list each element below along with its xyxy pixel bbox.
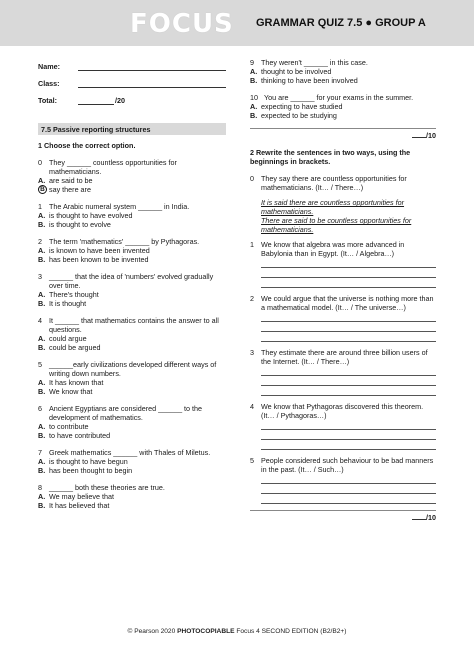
option-a[interactable]: A. to contribute: [38, 422, 89, 431]
answer-line[interactable]: [261, 268, 436, 278]
option-b[interactable]: B. could be argued: [38, 343, 101, 352]
rewrite-item-2: 2 We could argue that the universe is nothing more than a mathematical model. (It… / The universe…): [250, 294, 436, 342]
section-bar: 7.5 Passive reporting structures: [38, 123, 226, 135]
answer-line[interactable]: [261, 322, 436, 332]
name-label: Name:: [38, 62, 60, 71]
example-answer-2: There are said to be countless opportunities for mathematicians.: [261, 216, 412, 234]
right-column: [250, 58, 436, 522]
answer-line[interactable]: [261, 366, 436, 376]
option-a[interactable]: A. It has known that: [38, 378, 104, 387]
question-3: 3 ______ that the idea of 'numbers' evolved gradually over time. A. There's thought B. It is thought: [38, 272, 226, 308]
total-suffix: /20: [115, 96, 125, 105]
photocopiable-label: PHOTOCOPIABLE: [177, 628, 235, 635]
question-6: 6 Ancient Egyptians are considered ______ to the development of mathematics. A. to contribute B. to have contributed: [38, 404, 226, 440]
rewrite-item-1: 1 We know that algebra was more advanced in Babylonia than in Egypt. (It… / Algebra…): [250, 240, 436, 288]
total-line[interactable]: [78, 96, 114, 105]
answer-line[interactable]: [261, 376, 436, 386]
class-line[interactable]: [78, 79, 226, 88]
option-b[interactable]: B. has been thought to begin: [38, 466, 133, 475]
question-4: 4 It ______ that mathematics contains the answer to all questions. A. could argue B. could be argued: [38, 316, 226, 352]
score-blank[interactable]: [412, 519, 426, 520]
option-b[interactable]: B. expected to be studying: [250, 111, 337, 120]
rewrite-item-3: 3 They estimate there are around three billion users of the Internet. (It… / There…): [250, 348, 436, 396]
answer-line[interactable]: [261, 430, 436, 440]
answer-line[interactable]: [261, 332, 436, 342]
question-stem: They ______ countless opportunities for mathematicians.: [49, 158, 177, 176]
question-9: 9 They weren't ______ in this case. A. thought to be involved B. thinking to have been involved: [250, 58, 436, 85]
option-a[interactable]: A. could argue: [38, 334, 87, 343]
class-field[interactable]: [38, 75, 226, 88]
answer-line[interactable]: [261, 474, 436, 484]
section1-score: /10: [250, 128, 436, 140]
answer-line[interactable]: [261, 278, 436, 288]
answer-line[interactable]: [261, 258, 436, 268]
rewrite-item-5: 5 People considered such behaviour to be bad manners in the past. (It… / Such…): [250, 456, 436, 504]
copyright-text: © Pearson 2020: [127, 628, 178, 635]
answer-line[interactable]: [261, 386, 436, 396]
question-2: 2 The term 'mathematics' ______ by Pythagoras. A. is known to have been invented B. has been known to be invented: [38, 237, 226, 264]
answer-line[interactable]: [261, 440, 436, 450]
page-footer: [0, 628, 474, 636]
option-a[interactable]: A. There's thought: [38, 290, 99, 299]
option-a[interactable]: A. is known to have been invented: [38, 246, 150, 255]
question-5: 5 ______early civilizations developed different ways of writing down numbers. A. It has known that B. We know that: [38, 360, 226, 396]
option-b[interactable]: B. We know that: [38, 387, 93, 396]
instruction-1: 1 Choose the correct option.: [38, 141, 136, 150]
answer-line[interactable]: [261, 312, 436, 322]
question-1: 1 The Arabic numeral system ______ in India. A. is thought to have evolved B. is thought to evolve: [38, 202, 226, 229]
option-a[interactable]: A. We may believe that: [38, 492, 114, 501]
rewrite-item-4: 4 We know that Pythagoras discovered this theorem. (It… / Pythagoras…): [250, 402, 436, 450]
question-10: 10 You are ______ for your exams in the summer. A. expecting to have studied B. expected to be studying: [250, 93, 436, 120]
answer-line[interactable]: [261, 484, 436, 494]
instruction-2: 2 Rewrite the sentences in two ways, using the beginnings in brackets.: [250, 148, 411, 166]
option-b[interactable]: B say there are: [38, 185, 226, 194]
option-b[interactable]: B. to have contributed: [38, 431, 111, 440]
name-field[interactable]: [38, 58, 226, 71]
option-b[interactable]: B. It has believed that: [38, 501, 110, 510]
question-num: 0: [38, 158, 42, 167]
option-b[interactable]: B. is thought to evolve: [38, 220, 111, 229]
answer-line[interactable]: [261, 420, 436, 430]
total-label: Total:: [38, 96, 58, 105]
option-a[interactable]: A. is thought to have evolved: [38, 211, 133, 220]
option-b[interactable]: B. has been known to be invented: [38, 255, 149, 264]
option-b[interactable]: B. It is thought: [38, 299, 87, 308]
question-7: 7 Greek mathematics ______ with Thales of Miletus. A. is thought to have begun B. has been thought to begin: [38, 448, 226, 475]
answer-line[interactable]: [261, 494, 436, 504]
option-a[interactable]: A. expecting to have studied: [250, 102, 343, 111]
score-blank[interactable]: [412, 137, 426, 138]
option-b[interactable]: B. thinking to have been involved: [250, 76, 358, 85]
circled-answer-icon: B: [38, 185, 47, 194]
option-a[interactable]: A. are said to be: [38, 176, 93, 185]
left-column: [38, 58, 226, 518]
edition-text: Focus 4 SECOND EDITION (B2/B2+): [234, 628, 347, 635]
total-field[interactable]: [38, 92, 226, 105]
focus-logo: FOCUS: [130, 9, 234, 39]
example-answer-1: It is said there are countless opportunities for mathematicians.: [261, 198, 405, 216]
question-0: [38, 158, 226, 194]
rewrite-example: 0 They say there are countless opportunities for mathematicians. (It… / There…) It is said there are countless opportunities for mathematicians. There are said to be countless opportunities for mathematicians.: [250, 174, 436, 234]
class-label: Class:: [38, 79, 60, 88]
section2-score: /10: [250, 510, 436, 522]
option-a[interactable]: A. is thought to have begun: [38, 457, 128, 466]
option-a[interactable]: A. thought to be involved: [250, 67, 332, 76]
page-header: [0, 0, 474, 46]
quiz-title: GRAMMAR QUIZ 7.5 ● GROUP A: [256, 17, 426, 29]
question-8: 8 ______ both these theories are true. A. We may believe that B. It has believed that: [38, 483, 226, 510]
name-line[interactable]: [78, 62, 226, 71]
